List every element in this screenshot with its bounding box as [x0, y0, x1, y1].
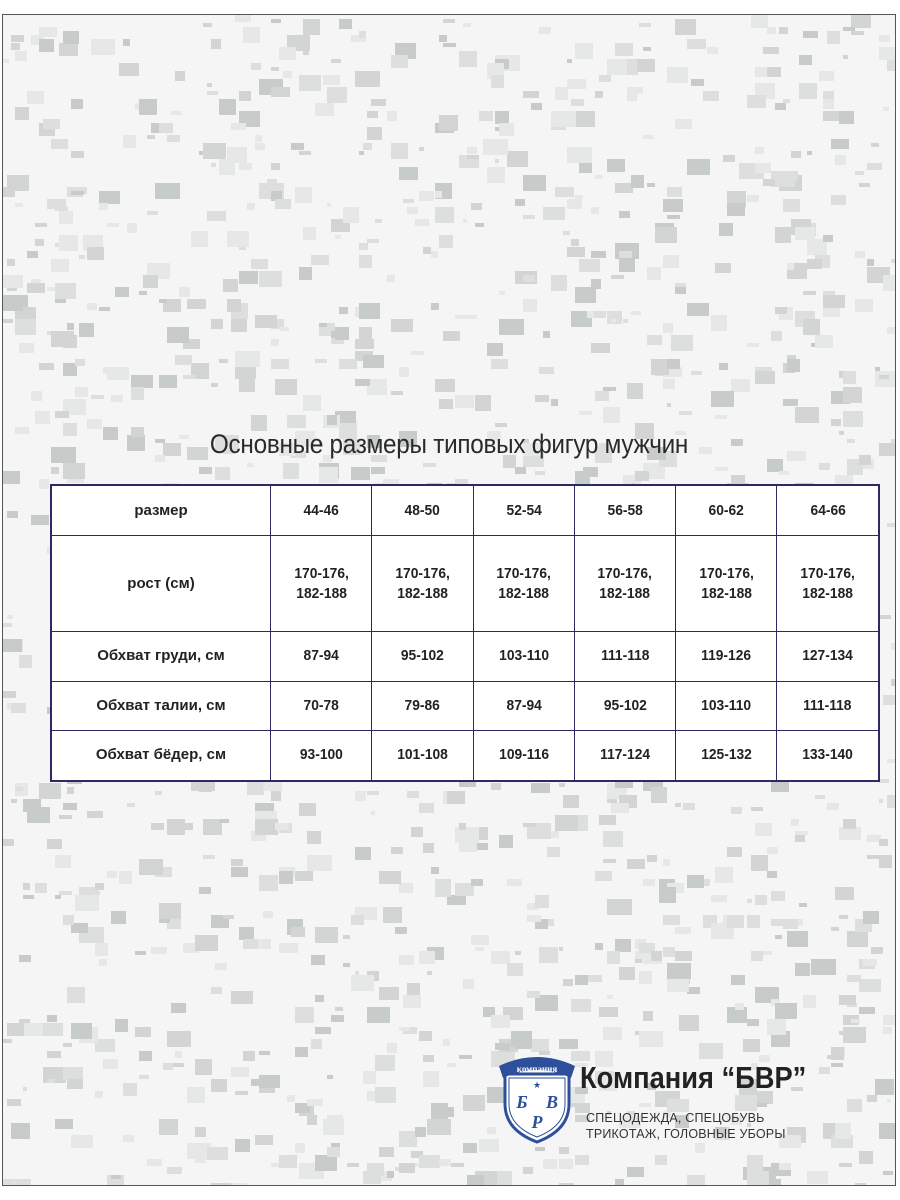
table-cell: [271, 485, 372, 536]
table-cell: [372, 485, 473, 536]
cell-value: 127-134: [802, 647, 854, 665]
cell-value: 170-176, 182-188: [800, 564, 855, 602]
table-cell: [372, 536, 473, 632]
cell-value: 44-46: [303, 501, 339, 519]
cell-value: 117-124: [600, 746, 650, 764]
cell-value: 87-94: [303, 647, 339, 665]
cell-value: 170-176, 182-188: [496, 564, 551, 602]
table-cell: [676, 632, 777, 681]
table-cell: [777, 632, 879, 681]
cell-value: 170-176, 182-188: [699, 564, 754, 602]
cell-value: 56-58: [607, 501, 643, 519]
size-table-body: [51, 485, 879, 781]
table-cell: [676, 681, 777, 730]
table-cell: [574, 632, 675, 681]
table-cell: [676, 485, 777, 536]
table-cell: [777, 536, 879, 632]
table-cell: [777, 730, 879, 781]
cell-value: 95-102: [603, 696, 647, 714]
table-cell: [777, 485, 879, 536]
cell-value: 170-176, 182-188: [597, 564, 653, 602]
table-row: [51, 681, 879, 730]
table-cell: [372, 730, 473, 781]
company-name: Компания “БВР”: [580, 1060, 807, 1095]
table-row: [51, 730, 879, 781]
row-label: Обхват талии, см: [51, 681, 271, 730]
company-tagline-1: СПЕЦОДЕЖДА, СПЕЦОБУВЬ: [586, 1111, 765, 1125]
cell-value: 125-132: [700, 746, 752, 764]
table-cell: [473, 485, 574, 536]
table-cell: [574, 536, 675, 632]
cell-value: 133-140: [802, 746, 854, 764]
table-cell: [574, 681, 675, 730]
row-label: Обхват бёдер, см: [51, 730, 271, 781]
cell-value: 111-118: [803, 696, 852, 714]
table-row: [51, 632, 879, 681]
row-label: Обхват груди, см: [51, 632, 271, 681]
table-cell: [574, 730, 675, 781]
page-title: Основные размеры типовых фигур мужчин: [209, 429, 689, 459]
logo-label: компания: [516, 1064, 558, 1074]
cell-value: 101-108: [397, 746, 448, 764]
cell-value: 103-110: [498, 647, 549, 665]
cell-value: 170-176, 182-188: [395, 564, 450, 602]
company-logo: [497, 1048, 577, 1144]
cell-value: 79-86: [404, 696, 441, 714]
table-cell: [473, 730, 574, 781]
table-cell: [271, 536, 372, 632]
cell-value: 64-66: [810, 501, 846, 519]
table-cell: [676, 730, 777, 781]
table-row: [51, 485, 879, 536]
cell-value: 87-94: [506, 696, 542, 714]
cell-value: 52-54: [506, 501, 542, 519]
cell-value: 48-50: [404, 501, 441, 519]
table-cell: [777, 681, 879, 730]
size-table: [50, 484, 880, 782]
logo-letter-2: В: [545, 1092, 559, 1112]
svg-text:★: ★: [532, 1080, 542, 1090]
table-row: [51, 536, 879, 632]
cell-value: 109-116: [498, 746, 549, 764]
table-cell: [372, 681, 473, 730]
logo-letter-3: Р: [531, 1112, 543, 1132]
cell-value: 60-62: [708, 501, 744, 519]
cell-value: 95-102: [400, 647, 444, 665]
cell-value: 111-118: [600, 647, 650, 665]
cell-value: 93-100: [299, 746, 343, 764]
document-page: [2, 14, 896, 1186]
cell-value: 70-78: [303, 696, 339, 714]
table-cell: [271, 730, 372, 781]
row-label: размер: [51, 485, 271, 536]
cell-value: 170-176, 182-188: [293, 564, 349, 602]
table-cell: [574, 485, 675, 536]
table-cell: [473, 681, 574, 730]
table-cell: [271, 681, 372, 730]
logo-letter-1: Б: [516, 1092, 528, 1112]
cell-value: 119-126: [701, 647, 752, 665]
table-cell: [676, 536, 777, 632]
table-cell: [271, 632, 372, 681]
row-label: рост (см): [51, 536, 271, 632]
table-cell: [372, 632, 473, 681]
company-tagline-2: ТРИКОТАЖ, ГОЛОВНЫЕ УБОРЫ: [586, 1127, 786, 1141]
cell-value: 103-110: [701, 696, 752, 714]
table-cell: [473, 632, 574, 681]
table-cell: [473, 536, 574, 632]
